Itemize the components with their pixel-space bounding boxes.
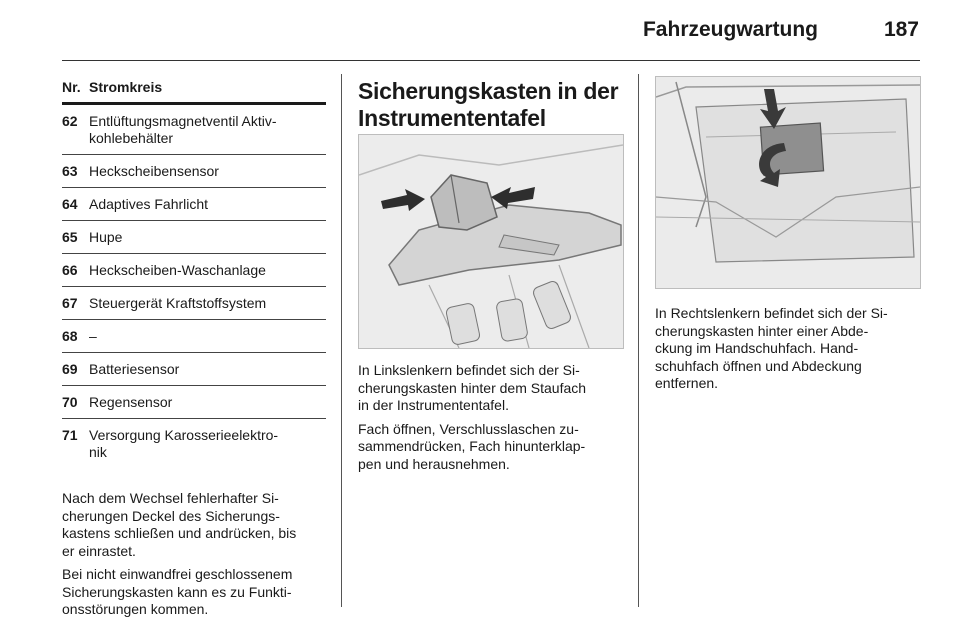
table-row xyxy=(62,287,326,319)
column-right-text xyxy=(655,305,920,393)
rhd-fusebox-drawing xyxy=(656,77,920,288)
table-row xyxy=(62,254,326,286)
fuse-number: 63 xyxy=(62,163,78,179)
fuse-number: 67 xyxy=(62,295,78,311)
circuit-name: Versorgung Karosserieelektro- nik xyxy=(89,427,279,460)
paragraph-malfunction-warning: Bei nicht einwandfrei geschlossenem Sicherungskasten kann es zu Funkti- onsstörungen kommen. xyxy=(62,566,293,617)
circuit-name: Heckscheiben-Waschanlage xyxy=(89,262,266,278)
circuit-name: – xyxy=(89,328,97,344)
column-left xyxy=(62,62,326,619)
circuit-name: Heckscheibensensor xyxy=(89,163,219,179)
page-number: 187 xyxy=(883,18,919,41)
illustration-rhd-fusebox xyxy=(655,76,921,289)
circuit-name: Regensensor xyxy=(89,394,173,410)
circuit-name: Hupe xyxy=(89,229,123,245)
table-row xyxy=(62,353,326,385)
column-middle xyxy=(358,62,623,132)
fuse-number: 70 xyxy=(62,394,78,410)
table-row xyxy=(62,320,326,352)
fuse-number: 69 xyxy=(62,361,78,377)
table-row xyxy=(62,188,326,220)
table-row xyxy=(62,419,326,468)
fuse-number: 62 xyxy=(62,113,78,129)
header-divider xyxy=(62,60,920,61)
circuit-name: Batteriesensor xyxy=(89,361,180,377)
page-header xyxy=(0,0,960,62)
table-row xyxy=(62,105,326,154)
table-row xyxy=(62,155,326,187)
fuse-table-header xyxy=(62,79,326,102)
col-header-stromkreis: Stromkreis xyxy=(89,79,163,95)
illustration-lhd-fusebox xyxy=(358,134,624,349)
lhd-fusebox-drawing xyxy=(359,135,623,348)
fuse-number: 66 xyxy=(62,262,78,278)
fuse-number: 68 xyxy=(62,328,78,344)
fuse-number: 65 xyxy=(62,229,78,245)
column-divider-1 xyxy=(341,74,342,607)
paragraph-rhd-location: In Rechtslenkern befindet sich der Si- cherungskasten hinter einer Abde- ckung im Handschuhfach. Hand- schuhfach öffnen und Abdeckung entfernen. xyxy=(655,305,888,391)
section-heading: Sicherungskasten in der Instrumententafel xyxy=(358,78,619,131)
table-row xyxy=(62,221,326,253)
fuse-number: 64 xyxy=(62,196,78,212)
col-header-nr: Nr. xyxy=(62,79,81,95)
header-title: Fahrzeugwartung xyxy=(642,18,818,41)
circuit-name: Adaptives Fahrlicht xyxy=(89,196,209,212)
fuse-table-body xyxy=(62,105,326,468)
paragraph-lhd-location: In Linkslenkern befindet sich der Si- cherungskasten hinter dem Staufach in der Instrumententafel. xyxy=(358,362,587,413)
paragraph-replace-fuses: Nach dem Wechsel fehlerhafter Si- cherungen Deckel des Sicherungs- kastens schließen und andrücken, bis er einrastet. xyxy=(62,490,297,559)
paragraph-remove-compartment: Fach öffnen, Verschlusslaschen zu- sammendrücken, Fach hinunterklap- pen und herausnehmen. xyxy=(358,420,586,472)
column-divider-2 xyxy=(638,74,639,607)
column-middle-text xyxy=(358,362,623,473)
circuit-name: Steuergerät Kraftstoffsystem xyxy=(89,295,267,311)
circuit-name: Entlüftungsmagnetventil Aktiv- kohlebehälter xyxy=(89,113,277,146)
fuse-number: 71 xyxy=(62,427,78,443)
table-row xyxy=(62,386,326,418)
